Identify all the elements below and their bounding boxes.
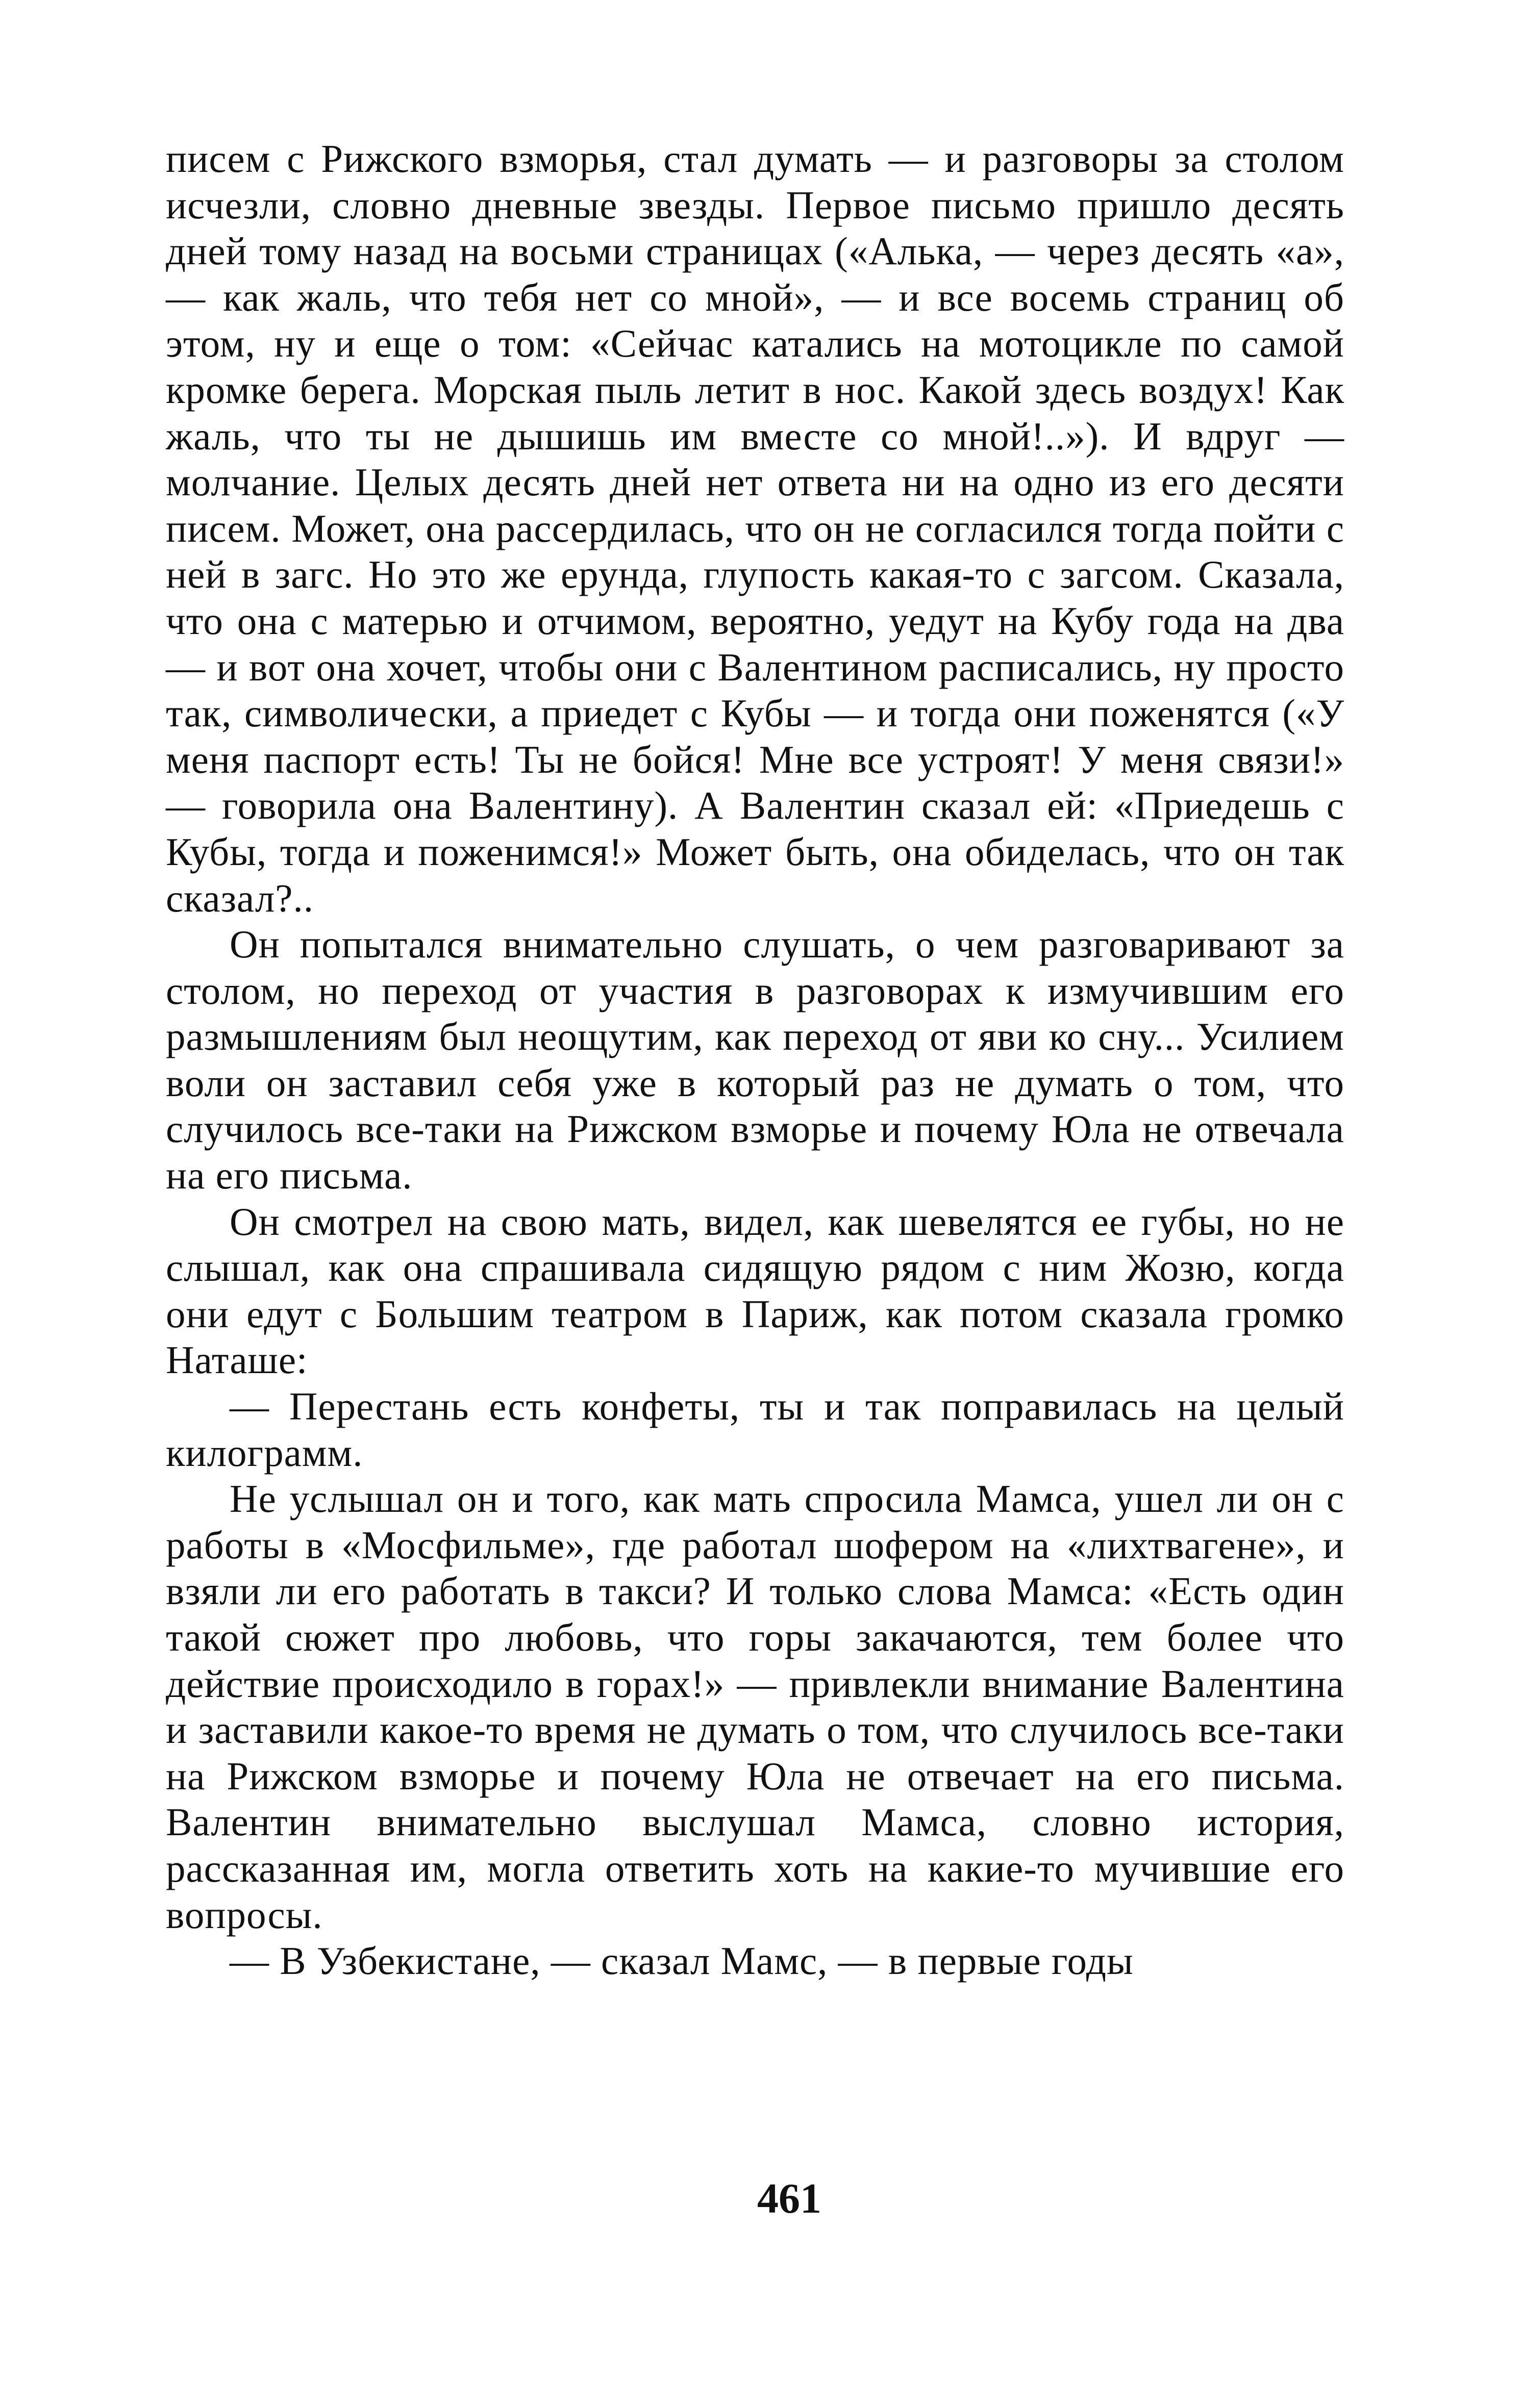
paragraph-5: Не услышал он и того, как мать спросила Мамса, ушел ли он с работы в «Мосфильме», где работал шофером на «лихтвагене», и взяли ли его работать в такси? И только слова Мамса: «Есть один такой сюжет про любовь, что горы закачаются, тем более что действие происходило в горах!» — привлекли внимание Валентина и заставили какое-то время не думать о том, что случилось все-таки на Рижском взморье и почему Юла не отвечает на его письма. Валентин внимательно выслушал Мамса, словно история, рассказанная им, могла ответить хоть на какие-то мучившие его вопросы. <box>166 1477 1344 1937</box>
body-text <box>166 136 1344 1984</box>
paragraph-4: — Перестань есть конфеты, ты и так поправилась на целый килограмм. <box>166 1384 1344 1475</box>
paragraph-3: Он смотрел на свою мать, видел, как шевелятся ее губы, но не слышал, как она спрашивала сидящую рядом с ним Жозю, когда они едут с Большим театром в Париж, как потом сказала громко Наташе: <box>166 1199 1344 1382</box>
page-number: 461 <box>757 2175 821 2222</box>
paragraph-1: писем с Рижского взморья, стал думать — и разговоры за столом исчезли, словно дневные звезды. Первое письмо пришло десять дней тому назад на восьми страницах («Алька, — через десять «а», — как жаль, что тебя нет со мной», — и все восемь страниц об этом, ну и еще о том: «Сейчас катались на мотоцикле по самой кромке берега. Морская пыль летит в нос. Какой здесь воздух! Как жаль, что ты не дышишь им вместе со мной!..»). И вдруг — молчание. Целых десять дней нет ответа ни на одно из его десяти писем. Может, она рассердилась, что он не согласился тогда пойти с ней в загс. Но это же ерунда, глупость какая-то с загсом. Сказала, что она с матерью и отчимом, вероятно, уедут на Кубу года на два — и вот она хочет, чтобы они с Валентином расписались, ну просто так, символически, а приедет с Кубы — и тогда они поженятся («У меня паспорт есть! Ты не бойся! Мне все устроят! У меня связи!» — говорила она Валентину). А Валентин сказал ей: «Приедешь с Кубы, тогда и поженимся!» Может быть, она обиделась, что он так сказал?.. <box>166 137 1344 920</box>
paragraph-2: Он попытался внимательно слушать, о чем разговаривают за столом, но переход от участия в разговорах к измучившим его размышлениям был неощутим, как переход от яви ко сну... Усилием воли он заставил себя уже в который раз не думать о том, что случилось все-таки на Рижском взморье и почему Юла не отвечала на его письма. <box>166 922 1344 1198</box>
paragraph-6: — В Узбекистане, — сказал Мамс, — в первые годы <box>230 1939 1134 1983</box>
